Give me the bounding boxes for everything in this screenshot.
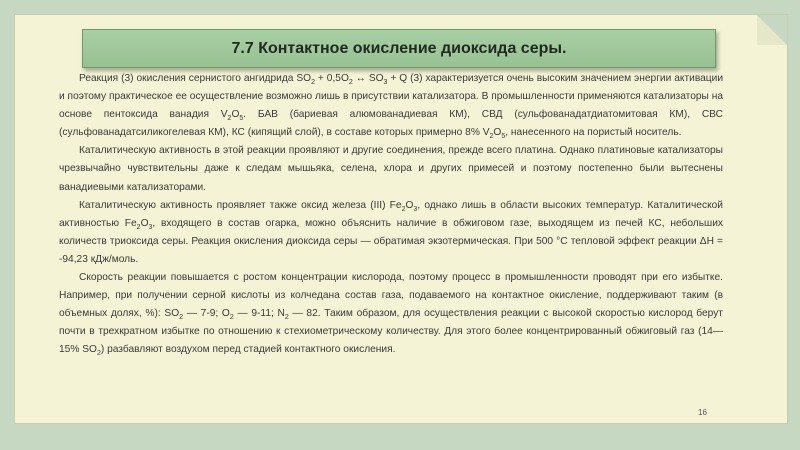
text-run: , нанесенного на пористый носитель. [505, 127, 682, 139]
text-run: — 82. Таким образом, для осуществления реакции с высокой скоростью кислород берут почти в трехкратном избытке по отношению к стехиометрическому количеству. Для этого более концентрированный обжиговый газ (14—15% SO [59, 308, 723, 356]
subscript: 2 [489, 133, 494, 141]
subscript: 2 [348, 79, 353, 87]
subscript: 2 [136, 223, 141, 231]
page-corner-decoration [757, 15, 787, 45]
subscript: 2 [227, 115, 232, 123]
text-run: — 7-9; O [183, 308, 230, 320]
paragraph-3 [59, 197, 723, 269]
text-run: — 9-11; N [233, 308, 285, 320]
subscript: 2 [311, 79, 316, 87]
text-run: Реакция (3) окисления сернистого ангидрида SO [79, 73, 312, 84]
text-run: Скорость реакции повышается с ростом концентрации кислорода, поэтому процесс в промышленности проводят при его избытке. Например, при получении серной кислоты из колчедана состав газа, подаваемого на контактное окисление, поддерживают таким (в объемных долях, %): SO [59, 272, 723, 320]
text-run: O [493, 127, 502, 139]
subscript: 2 [229, 314, 234, 322]
subscript: 2 [96, 350, 101, 358]
subscript: 3 [413, 205, 418, 213]
title-banner [82, 29, 716, 68]
subscript: 5 [239, 115, 244, 123]
text-run: + 0,5O [315, 73, 349, 84]
text-run: Каталитическую активность проявляет также оксид железа (III) Fe [79, 199, 402, 211]
text-run: . БАВ (бариевая алюмованадиевая КМ), СВД (сульфованадатдиатомитовая КМ), СВС (сульфованадатсиликогелевая КМ), КС (кипящий слой), в составе которых примерно 8% V [59, 109, 723, 139]
text-run: , однако лишь в области высоких температур. Каталитической активностью Fe [59, 199, 723, 229]
subscript: 2 [401, 205, 406, 213]
slide-title: 7.7 Контактное окисление диоксида серы. [231, 39, 567, 57]
text-run: O [231, 109, 240, 121]
text-run: O [405, 199, 414, 211]
paragraph-1 [59, 70, 723, 142]
paragraph-4 [59, 269, 723, 359]
text-run: + Q (3) характеризуется очень высоким значением энергии активации и поэтому практическое ее осуществление возможно лишь в присутствии катализатора. В промышленности применяются катализаторы на основе пентоксида ванадия V [59, 73, 724, 121]
subscript: 2 [284, 314, 289, 322]
subscript: 3 [383, 79, 388, 87]
paragraph-2: Каталитическую активность в этой реакции проявляют и другие соединения, прежде всего платина. Однако платиновые катализаторы чрезвычайно чувствительны даже к следам мышьяка, селена, хлора и других примесей и поэтому постепенно были вытеснены ванадиевыми катализаторами. [59, 145, 723, 193]
text-run: ) разбавляют воздухом перед стадией контактного окисления. [100, 344, 396, 356]
subscript: 2 [179, 314, 184, 322]
slide-body [59, 70, 723, 360]
page-number: 16 [698, 408, 707, 417]
text-run: ↔ SO [352, 73, 384, 84]
subscript: 3 [148, 223, 153, 231]
text-run: , входящего в состав огарка, можно объяснить наличие в обжиговом газе, выходящем из печей КС, небольших количеств триоксида серы. Реакция окисления диоксида серы — обратимая экзотермическая. При 500 °С тепловой эффект реакции ΔН = -94,23 кДж/моль. [59, 217, 723, 265]
text-run: O [140, 217, 149, 229]
subscript: 5 [501, 133, 506, 141]
